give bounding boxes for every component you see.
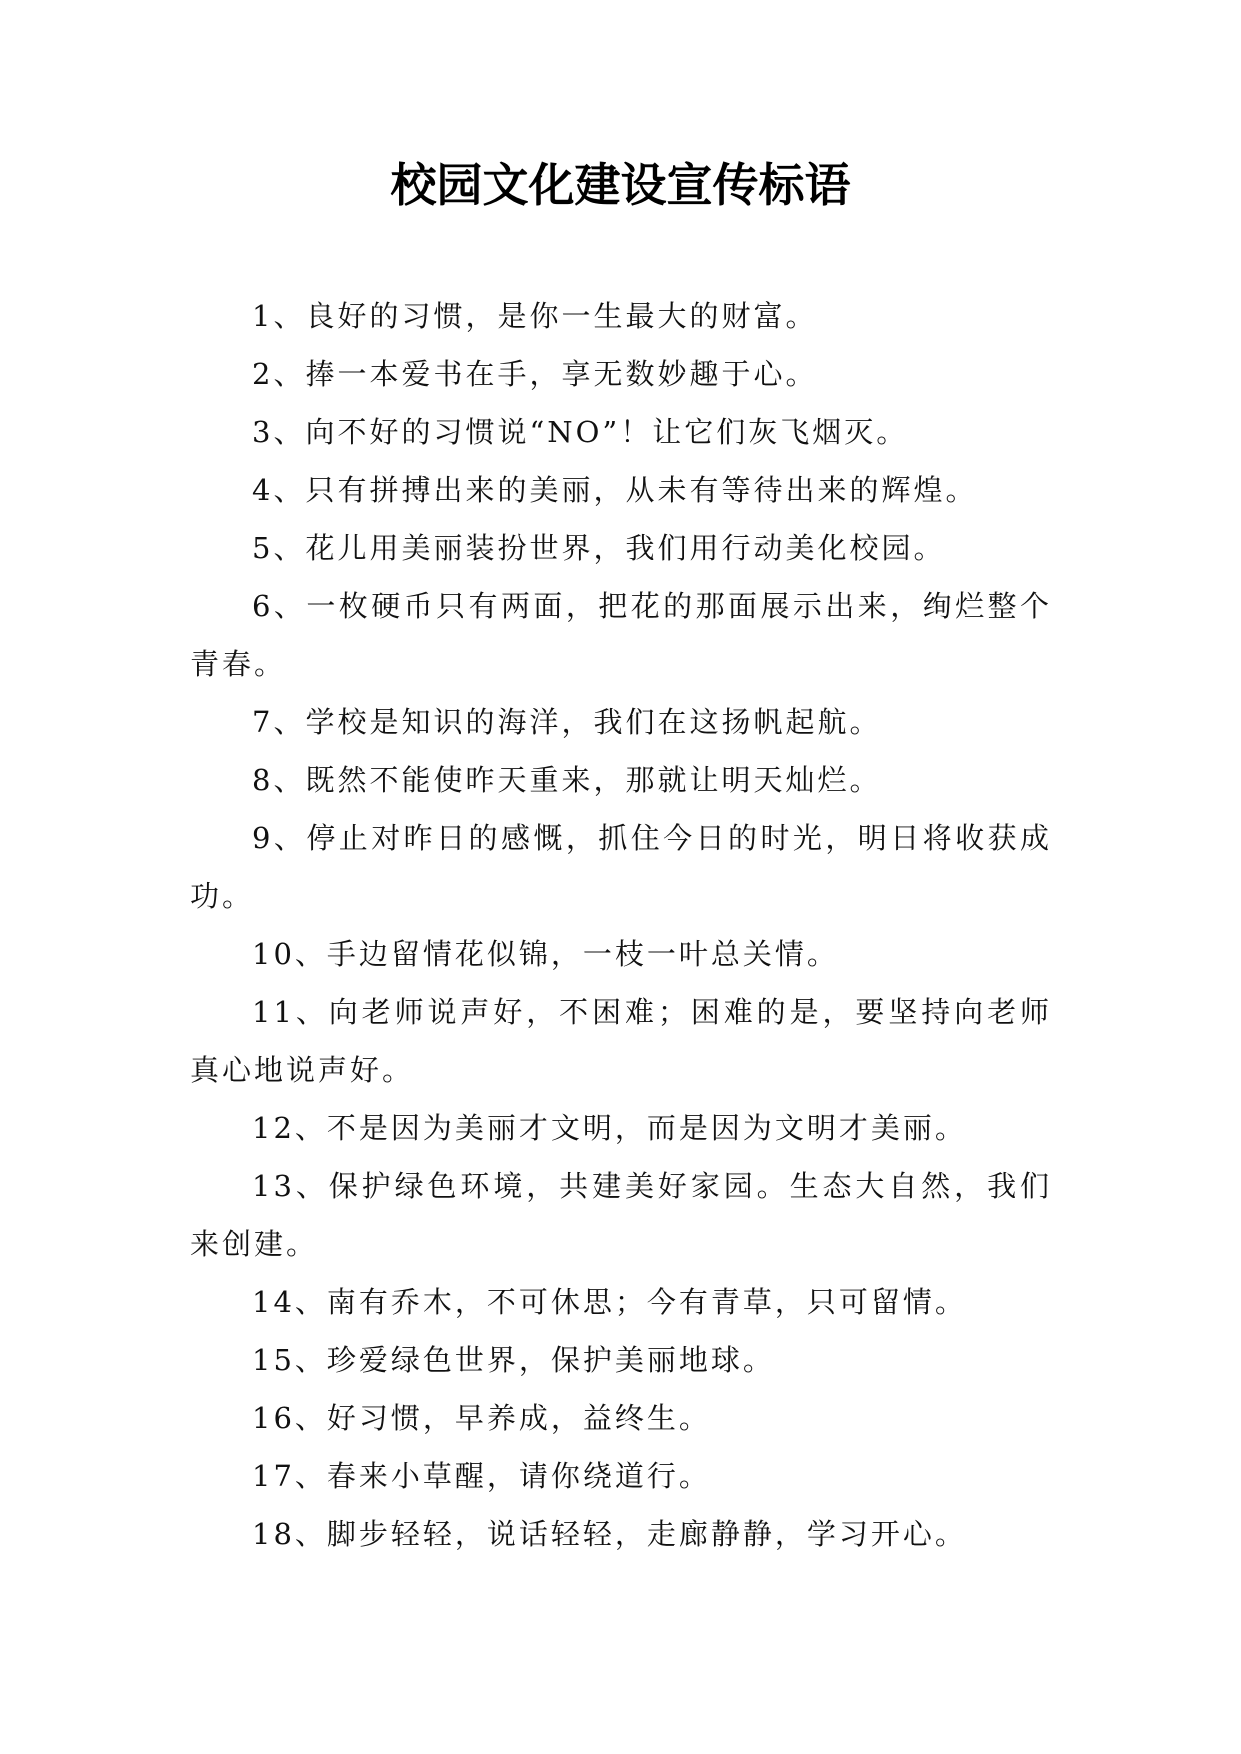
slogan-item-1: 1、良好的习惯，是你一生最大的财富。	[252, 299, 818, 333]
slogan-item-5: 5、花儿用美丽装扮世界，我们用行动美化校园。	[252, 531, 946, 565]
slogan-item-8: 8、既然不能使昨天重来，那就让明天灿烂。	[252, 763, 882, 797]
slogan-item-14: 14、南有乔木，不可休思；今有青草，只可留情。	[252, 1285, 967, 1319]
slogan-item-2: 2、捧一本爱书在手，享无数妙趣于心。	[252, 357, 818, 391]
slogan-item-11: 11、向老师说声好，不困难；困难的是，要坚持向老师真心地说声好。	[190, 995, 1052, 1087]
slogan-item-18: 18、脚步轻轻，说话轻轻，走廊静静，学习开心。	[252, 1517, 967, 1551]
slogan-item-7: 7、学校是知识的海洋，我们在这扬帆起航。	[252, 705, 882, 739]
slogan-item-9: 9、停止对昨日的感慨，抓住今日的时光，明日将收获成功。	[190, 821, 1052, 913]
slogan-item-17: 17、春来小草醒，请你绕道行。	[252, 1459, 711, 1493]
slogan-item-16: 16、好习惯，早养成，益终生。	[252, 1401, 711, 1435]
document-title: 校园文化建设宣传标语	[390, 158, 851, 212]
slogan-item-6: 6、一枚硬币只有两面，把花的那面展示出来，绚烂整个青春。	[190, 589, 1052, 681]
slogan-item-4: 4、只有拼搏出来的美丽，从未有等待出来的辉煌。	[252, 473, 978, 507]
slogan-item-12: 12、不是因为美丽才文明，而是因为文明才美丽。	[252, 1111, 967, 1145]
slogan-item-10: 10、手边留情花似锦，一枝一叶总关情。	[252, 937, 839, 971]
slogan-list	[190, 287, 1052, 1563]
slogan-item-3: 3、向不好的习惯说“NO”！让它们灰飞烟灭。	[252, 415, 909, 449]
slogan-item-15: 15、珍爱绿色世界，保护美丽地球。	[252, 1343, 775, 1377]
slogan-item-13: 13、保护绿色环境，共建美好家园。生态大自然，我们来创建。	[190, 1169, 1052, 1261]
